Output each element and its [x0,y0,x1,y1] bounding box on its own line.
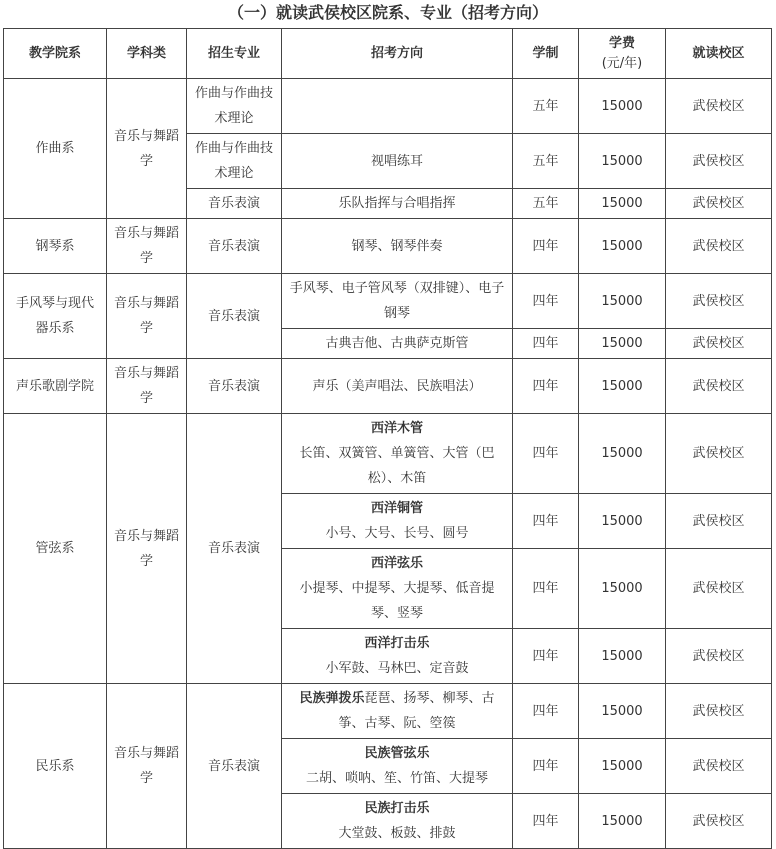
cell-fee: 15000 [579,739,666,794]
cell-years: 四年 [513,274,579,329]
direction-title: 民族管弦乐 [364,746,430,761]
cell-major: 音乐表演 [187,414,282,684]
cell-campus: 武侯校区 [666,494,772,549]
header-row [4,29,772,79]
cell-dept: 管弦系 [4,414,107,684]
cell-campus: 武侯校区 [666,274,772,329]
cell-direction [282,414,513,494]
cell-fee: 15000 [579,359,666,414]
direction-detail: 小军鼓、马林巴、定音鼓 [325,661,469,676]
cell-years: 四年 [513,684,579,739]
cell-campus: 武侯校区 [666,629,772,684]
cell-campus: 武侯校区 [666,549,772,629]
cell-category: 音乐与舞蹈学 [107,274,187,359]
direction-detail: 小号、大号、长号、圆号 [325,526,469,541]
cell-major: 作曲与作曲技术理论 [187,134,282,189]
direction-title: 民族打击乐 [364,801,430,816]
header-category: 学科类 [107,29,187,79]
direction-title: 西洋打击乐 [364,636,430,651]
cell-category: 音乐与舞蹈学 [107,359,187,414]
cell-major: 作曲与作曲技术理论 [187,79,282,134]
direction-detail: 琵琶、扬琴、柳琴、古筝、古琴、阮、箜篌 [338,691,495,731]
cell-campus: 武侯校区 [666,684,772,739]
header-dept: 教学院系 [4,29,107,79]
cell-years: 四年 [513,219,579,274]
cell-direction [282,739,513,794]
direction-title: 西洋铜管 [370,501,423,516]
table-row [4,414,772,494]
cell-campus: 武侯校区 [666,134,772,189]
cell-fee: 15000 [579,189,666,219]
cell-fee: 15000 [579,329,666,359]
header-fee [579,29,666,79]
cell-fee: 15000 [579,549,666,629]
header-fee-unit: (元/年) [601,55,643,71]
cell-years: 五年 [513,189,579,219]
cell-category: 音乐与舞蹈学 [107,219,187,274]
cell-fee: 15000 [579,414,666,494]
direction-detail: 二胡、唢呐、笙、竹笛、大提琴 [305,771,488,786]
table-row [4,274,772,329]
cell-category: 音乐与舞蹈学 [107,684,187,849]
cell-campus: 武侯校区 [666,794,772,849]
cell-campus: 武侯校区 [666,329,772,359]
direction-title: 民族弹拨乐 [299,691,365,706]
cell-direction: 古典吉他、古典萨克斯管 [282,329,513,359]
cell-direction: 乐队指挥与合唱指挥 [282,189,513,219]
cell-direction [282,494,513,549]
cell-years: 四年 [513,549,579,629]
cell-years: 四年 [513,494,579,549]
cell-fee: 15000 [579,219,666,274]
direction-title: 西洋弦乐 [370,556,423,571]
cell-direction [282,549,513,629]
table-row [4,79,772,134]
cell-direction: 视唱练耳 [282,134,513,189]
cell-direction [282,629,513,684]
table-row [4,219,772,274]
cell-years: 五年 [513,134,579,189]
cell-dept: 声乐歌剧学院 [4,359,107,414]
cell-direction: 声乐（美声唱法、民族唱法） [282,359,513,414]
header-fee-label: 学费 [608,35,635,51]
direction-title: 西洋木管 [370,421,423,436]
cell-years: 四年 [513,359,579,414]
cell-direction [282,794,513,849]
cell-direction: 手风琴、电子管风琴（双排键）、电子钢琴 [282,274,513,329]
cell-major: 音乐表演 [187,189,282,219]
cell-fee: 15000 [579,684,666,739]
cell-years: 四年 [513,329,579,359]
cell-fee: 15000 [579,134,666,189]
cell-campus: 武侯校区 [666,219,772,274]
cell-campus: 武侯校区 [666,414,772,494]
cell-years: 四年 [513,414,579,494]
cell-major: 音乐表演 [187,359,282,414]
cell-fee: 15000 [579,79,666,134]
direction-detail: 长笛、双簧管、单簧管、大管（巴松）、木笛 [299,446,495,486]
cell-campus: 武侯校区 [666,79,772,134]
cell-direction [282,684,513,739]
header-direction: 招考方向 [282,29,513,79]
direction-detail: 小提琴、中提琴、大提琴、低音提琴、竖琴 [299,581,495,621]
cell-direction [282,79,513,134]
cell-category: 音乐与舞蹈学 [107,414,187,684]
cell-campus: 武侯校区 [666,359,772,414]
cell-dept: 手风琴与现代器乐系 [4,274,107,359]
header-years: 学制 [513,29,579,79]
cell-dept: 钢琴系 [4,219,107,274]
cell-campus: 武侯校区 [666,189,772,219]
cell-years: 五年 [513,79,579,134]
cell-major: 音乐表演 [187,684,282,849]
cell-category: 音乐与舞蹈学 [107,79,187,219]
cell-dept: 作曲系 [4,79,107,219]
cell-years: 四年 [513,629,579,684]
cell-dept: 民乐系 [4,684,107,849]
header-campus: 就读校区 [666,29,772,79]
cell-years: 四年 [513,739,579,794]
header-major: 招生专业 [187,29,282,79]
cell-campus: 武侯校区 [666,739,772,794]
table-row [4,684,772,739]
page-title: （一）就读武侯校区院系、专业（招考方向） [227,3,548,22]
table-row [4,359,772,414]
cell-years: 四年 [513,794,579,849]
direction-detail: 大堂鼓、板鼓、排鼓 [338,826,456,841]
cell-fee: 15000 [579,274,666,329]
cell-direction: 钢琴、钢琴伴奏 [282,219,513,274]
cell-major: 音乐表演 [187,274,282,359]
cell-fee: 15000 [579,794,666,849]
admissions-table [3,28,772,849]
cell-major: 音乐表演 [187,219,282,274]
cell-fee: 15000 [579,629,666,684]
cell-fee: 15000 [579,494,666,549]
